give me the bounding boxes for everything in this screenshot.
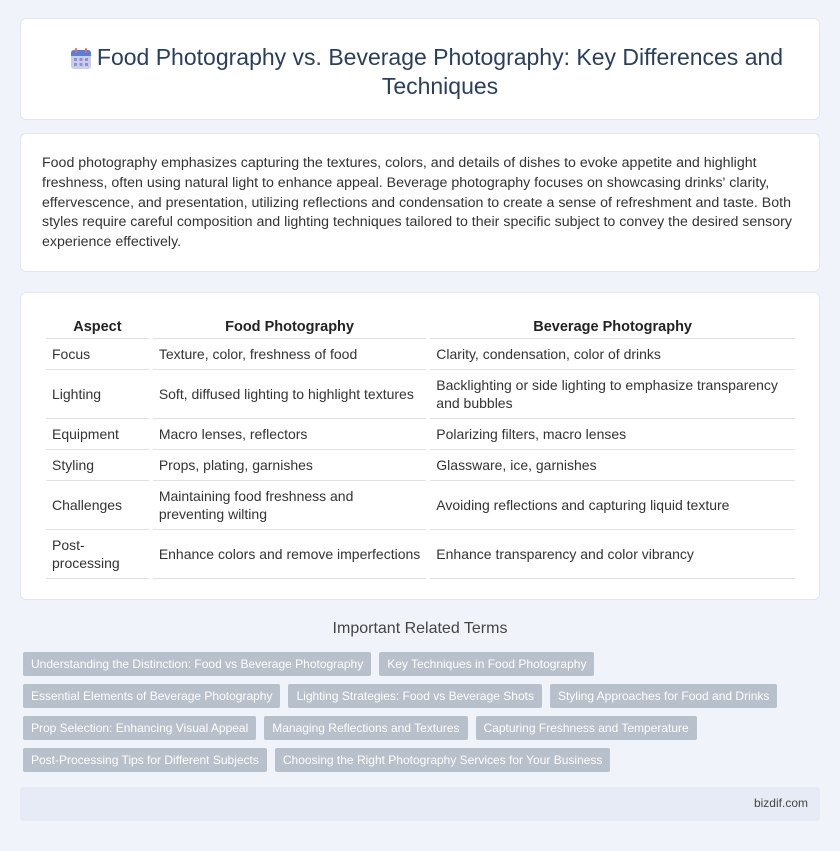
table-cell-beverage: Enhance transparency and color vibrancy — [430, 530, 795, 579]
table-cell-food: Maintaining food freshness and preventing wilting — [153, 481, 426, 530]
comparison-table-card — [20, 292, 820, 600]
footer — [20, 787, 820, 821]
table-header-beverage: Beverage Photography — [430, 313, 795, 339]
table-cell-beverage: Backlighting or side lighting to emphasize transparency and bubbles — [430, 370, 795, 419]
related-term-tag[interactable]: Capturing Freshness and Temperature — [476, 716, 697, 740]
table-cell-aspect: Post-processing — [46, 530, 149, 579]
table-cell-food: Soft, diffused lighting to highlight textures — [153, 370, 426, 419]
tag-row — [23, 748, 813, 772]
table-cell-beverage: Glassware, ice, garnishes — [430, 450, 795, 481]
table-row — [46, 450, 795, 481]
related-term-tag[interactable]: Managing Reflections and Textures — [264, 716, 467, 740]
related-terms-heading: Important Related Terms — [332, 620, 508, 637]
table-cell-aspect: Equipment — [46, 419, 149, 450]
intro-paragraph: Food photography emphasizes capturing the textures, colors, and details of dishes to evoke appetite and highlight freshness, often using natural light to enhance appeal. Beverage photography focuses on showcasing drinks' clarity, effervescence, and presentation, utilizing reflections and condensation to create a sense of refreshment and taste. Both styles require careful composition and lighting techniques tailored to their specific subject to convey the desired sensory experience effectively. — [42, 155, 792, 251]
table-cell-beverage: Clarity, condensation, color of drinks — [430, 339, 795, 370]
table-cell-aspect: Lighting — [46, 370, 149, 419]
table-cell-food: Enhance colors and remove imperfections — [153, 530, 426, 579]
related-term-tag[interactable]: Choosing the Right Photography Services for Your Business — [275, 748, 611, 772]
table-cell-aspect: Challenges — [46, 481, 149, 530]
table-row — [46, 481, 795, 530]
table-cell-food: Props, plating, garnishes — [153, 450, 426, 481]
tag-row — [23, 652, 813, 676]
intro-card — [20, 133, 820, 272]
header-card — [20, 18, 820, 120]
related-term-tag[interactable]: Post-Processing Tips for Different Subjects — [23, 748, 267, 772]
footer-brand[interactable]: bizdif.com — [753, 796, 808, 810]
tag-row — [23, 716, 813, 740]
table-row — [46, 370, 795, 419]
table-header-aspect: Aspect — [46, 313, 149, 339]
related-term-tag[interactable]: Understanding the Distinction: Food vs Beverage Photography — [23, 652, 371, 676]
related-term-tag[interactable]: Prop Selection: Enhancing Visual Appeal — [23, 716, 256, 740]
table-cell-beverage: Polarizing filters, macro lenses — [430, 419, 795, 450]
table-cell-beverage: Avoiding reflections and capturing liquid texture — [430, 481, 795, 530]
related-term-tag[interactable]: Key Techniques in Food Photography — [379, 652, 594, 676]
table-header-food: Food Photography — [153, 313, 426, 339]
table-cell-food: Macro lenses, reflectors — [153, 419, 426, 450]
table-row — [46, 419, 795, 450]
related-term-tag[interactable]: Essential Elements of Beverage Photography — [23, 684, 280, 708]
table-header-row — [46, 313, 795, 339]
related-term-tag[interactable]: Styling Approaches for Food and Drinks — [550, 684, 777, 708]
table-row — [46, 530, 795, 579]
table-row — [46, 339, 795, 370]
table-cell-aspect: Focus — [46, 339, 149, 370]
page-title: Food Photography vs. Beverage Photography: Key Differences and Techniques — [96, 44, 784, 99]
table-cell-aspect: Styling — [46, 450, 149, 481]
related-terms-list — [23, 652, 813, 780]
comparison-table — [42, 313, 799, 579]
table-cell-food: Texture, color, freshness of food — [153, 339, 426, 370]
tag-row — [23, 684, 813, 708]
related-term-tag[interactable]: Lighting Strategies: Food vs Beverage Shots — [288, 684, 541, 708]
